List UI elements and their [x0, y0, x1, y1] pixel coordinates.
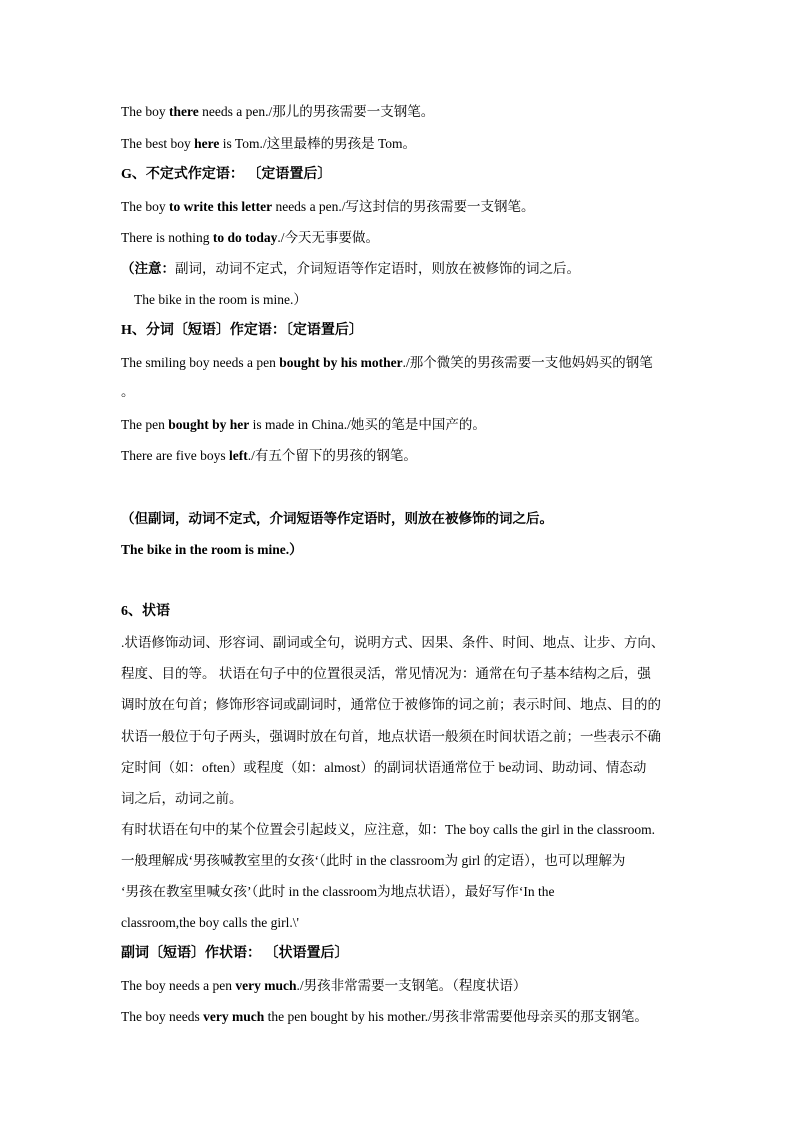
example-sentence [121, 102, 434, 122]
example-sentence [121, 415, 486, 435]
example-sentence [121, 228, 379, 248]
text: There are five boys [121, 448, 229, 463]
emphasis: there [169, 104, 199, 119]
text: The boy needs [121, 1009, 204, 1024]
text: the pen bought by his mother./男孩非常需要他母亲买的那支钢笔。 [264, 1009, 648, 1024]
text: There is nothing [121, 230, 213, 245]
paragraph-line: 一般理解成‘男孩喊教室里的女孩‘（此时 in the classroom为 girl 的定语），也可以理解为 [121, 853, 626, 868]
text: ./有五个留下的男孩的钢笔。 [247, 448, 417, 463]
section-heading-h: H、分词〔短语〕作定语：〔定语置后〕 [121, 323, 363, 338]
paragraph-line: 调时放在句首；修饰形容词或副词时，通常位于被修饰的词之前；表示时间、地点、目的的 [121, 697, 661, 712]
emphasis: bought by his mother [279, 355, 403, 370]
note-label: （注意： [121, 261, 175, 276]
paragraph-line: ‘男孩在教室里喊女孩’（此时 in the classroom为地点状语），最好写作‘In the [121, 884, 555, 899]
section-heading-6: 6、状语 [121, 604, 170, 619]
text: is Tom./这里最棒的男孩是 Tom。 [219, 136, 416, 151]
example-sentence [121, 197, 535, 217]
text: ./那个微笑的男孩需要一支他妈妈买的钢笔 [402, 355, 653, 370]
example-sentence [121, 353, 653, 373]
text: The pen [121, 417, 169, 432]
example-sentence [121, 134, 416, 154]
text: ./今天无事要做。 [277, 230, 380, 245]
paragraph-line: 词之后，动词之前。 [121, 791, 243, 806]
emphasis: very much [203, 1009, 265, 1024]
paragraph-line: 有时状语在句中的某个位置会引起歧义，应注意，如：The boy calls the girl in the classroom. [121, 822, 655, 837]
text: The best boy [121, 136, 195, 151]
emphasis: left [228, 448, 248, 463]
bold-note: （但副词，动词不定式，介词短语等作定语时，则放在被修饰的词之后。 [121, 511, 553, 526]
example-sentence [121, 976, 526, 996]
bold-note-example: The bike in the room is mine.） [121, 542, 303, 557]
paragraph-line: classroom,the boy calls the girl.\' [121, 915, 299, 930]
line-continuation: 。 [121, 384, 135, 399]
emphasis: to do today [212, 230, 278, 245]
text: The boy [121, 104, 169, 119]
emphasis: very much [235, 978, 297, 993]
section-heading-g: G、不定式作定语： 〔定语置后〕 [121, 167, 332, 182]
text: is made in China./她买的笔是中国产的。 [249, 417, 486, 432]
note-line [121, 259, 580, 279]
text: ./男孩非常需要一支钢笔。（程度状语） [296, 978, 527, 993]
example-sentence [121, 446, 417, 466]
paragraph-line: 定时间（如：often）或程度（如：almost）的副词状语通常位于 be动词、助动词、情态动 [121, 760, 647, 775]
text: needs a pen./写这封信的男孩需要一支钢笔。 [272, 199, 535, 214]
emphasis: here [194, 136, 220, 151]
emphasis: bought by her [168, 417, 250, 432]
text: needs a pen./那儿的男孩需要一支钢笔。 [198, 104, 435, 119]
text: The boy [121, 199, 169, 214]
section-heading-adverb: 副词〔短语〕作状语： 〔状语置后〕 [121, 946, 349, 961]
paragraph-line: .状语修饰动词、形容词、副词或全句，说明方式、因果、条件、时间、地点、让步、方向、 [121, 635, 665, 650]
text: The boy needs a pen [121, 978, 236, 993]
paragraph-line: 状语一般位于句子两头，强调时放在句首，地点状语一般须在时间状语之前；一些表示不确 [121, 729, 661, 744]
emphasis: to write this letter [169, 199, 273, 214]
text: The smiling boy needs a pen [121, 355, 280, 370]
paragraph-line: 程度、目的等。 状语在句子中的位置很灵活，常见情况为：通常在句子基本结构之后，强 [121, 666, 651, 681]
text: 副词，动词不定式，介词短语等作定语时，则放在被修饰的词之后。 [175, 261, 580, 276]
note-example: The bike in the room is mine.） [134, 292, 307, 307]
example-sentence [121, 1007, 648, 1027]
